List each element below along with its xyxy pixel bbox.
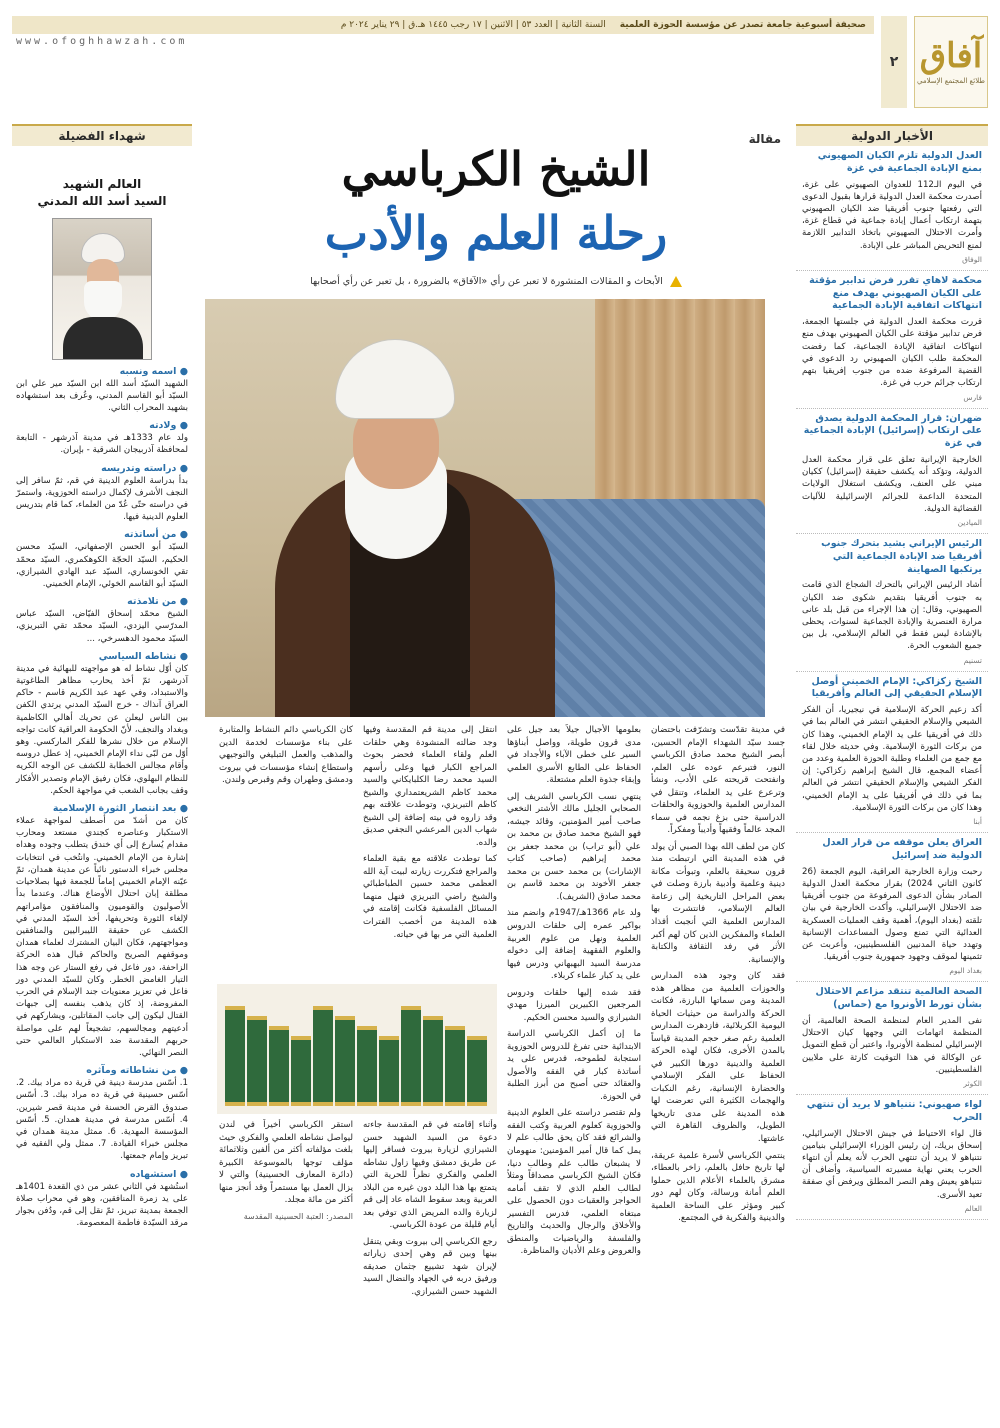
bio-text: استُشهد في الثاني عشر من ذي القعدة 1401هـ على يد زمرة المنافقين، وهو في محراب صلاة الجمعة بمدينة تبريز، ثمّ نقل إلى قم، ودُفن بجوار مرقد السيّدة فاطمة المعصومة.	[16, 1181, 188, 1229]
bio-heading: ● ولادته	[149, 420, 188, 432]
bio-heading: ● استشهاده	[129, 1168, 188, 1180]
bio-text: كان أوّل نشاط له هو مواجهته للبهائية في مدينة آذرشهر، ثمّ أخذ يحارب مظاهر الطاغوتية والاستبداد، وفي عهد عبد الكريم قاسم - حاكم العراق آنذاك - خرج السيّد المدني يرتدي الكفن بين الناس ليعلن عن تحريك أهالي الكاظمية وبغداد والنجف، لأنّ الحكومة العراقية كانت تواجه الإسلام من خلال نشرها للفكر الماركسي. وهو أوّل من لبّى نداء الإمام الخميني، إذ عطل دروسه وأقام مجالس الخطابة للكشف عن الوجه الكريه للنظام البهلوي، فكان رفيق الإمام وتصدير الأفكار وقف بجانب الشعب في مواجهة الحكم.	[16, 663, 188, 796]
martyrs-column	[12, 124, 192, 1420]
book-spine	[269, 1026, 289, 1106]
news-title[interactable]: الشيخ زكزاكي: الإمام الخميني أوصل الإسلام الحقيقي إلى العالم وأفريقيا	[811, 675, 982, 700]
news-body: أشاد الرئيس الإيراني بالتحرك الشجاع الذي قامت به جنوب أفريقيا بتقديم شكوى ضد الكيان الصهيوني، وقال: إن هذا الإجراء من قبل بلد عانى مرارة العنصرية والإبادة الجماعية لسنوات، يحظى بالإشادة ليس فقط في العالم الإسلامي، بل بين جميع الشعوب الحرة.	[802, 580, 982, 652]
news-body: رحبت وزارة الخارجية العراقية، اليوم الجمعة (26 كانون الثاني 2024) بقرار محكمة العدل الدولية الصادر بشأن الدعوى المرفوعة من جنوب أفريقيا ضد الاحتلال الإسرائيلي. وأكدت الخارجية في بيان تلقته (بغداد اليوم)، أهمية وقف العمليات العسكرية العدائية التي تمنع وصول المساعدات الإنسانية وتهدد حياة المدنيين الفلسطينيين، وأعربت عن تثمينها لموقف وجهود جمهورية جنوب أفريقيا.	[802, 866, 982, 963]
disclaimer	[203, 276, 789, 287]
book-spine	[247, 1016, 267, 1106]
news-title[interactable]: محكمة لاهاي تقرر فرض تدابير مؤقتة على الكيان الصهيوني بهدف منع انتهاكات اتفاقية الإبادة الجماعية	[809, 274, 982, 312]
book-spine	[291, 1036, 311, 1106]
book-spine	[445, 1026, 465, 1106]
bio-heading: ● اسمه ونسبه	[119, 365, 188, 377]
news-item[interactable]	[796, 672, 988, 833]
warning-icon	[670, 276, 682, 287]
news-source: الميادين	[957, 517, 982, 527]
news-source: تسنيم	[963, 655, 982, 665]
bio-text: ولد عام 1333هـ في مدينة آذرشهر - التابعة لمحافظة آذربيجان الشرقية - بإيران.	[16, 433, 189, 456]
headline-primary: الشيخ الكرباسي	[341, 142, 651, 196]
news-title[interactable]: العدل الدولية تلزم الكيان الصهيوني بمنع الإبادة الجماعية في غزة	[817, 150, 982, 174]
news-source: بغداد اليوم	[949, 966, 982, 976]
slogan-bar	[12, 16, 874, 34]
book-spine	[313, 1006, 333, 1106]
bio-text: بدأ بدراسة العلوم الدينية في قم، ثمّ سافر إلى النجف الأشرف لإكمال دراسته الحوزوية، واستمرّ في دراسته حتّى عُدّ من العلماء، كما قام بتدريس العلوم الدينية فيها.	[16, 475, 188, 523]
scholar-portrait	[52, 218, 152, 360]
article-paragraph: كان من لطف الله بهذا الصبي أن يولد في هذه المدينة التي ارتبطت منذ قرون سحيقة بالعلم، وتبوأت مكانة دينية وعلمية وأدبية بارزة وصلت في بعض المراحل التاريخية إلى زعامة العالم الإسلامي، فانتشرت بها المدارس العلمية التي أنجبت أفذاذ العلماء والمفكرين الذين كان لهم أكبر الأثر في رفد الثقافة والكتابة والإنسانية.	[651, 841, 785, 965]
article-body	[203, 724, 789, 1414]
article-column-2	[507, 724, 641, 1414]
logo-wordmark: آفاق	[919, 36, 983, 76]
bio-heading: ● بعد انتصار الثورة الإسلامية	[52, 803, 188, 815]
article-column-3	[363, 724, 497, 979]
article-paragraph: كان الكرباسي دائم النشاط والمثابرة على بناء مؤسسات لخدمة الدين والمذهب والعمل التبليغي والتوجيهي واستطاع إنشاء مؤسسات في بيروت ودمشق وطهران وقم وقبرص ولندن.	[219, 725, 353, 786]
news-title[interactable]: الرئيس الإيراني يشيد بتحرك جنوب أفريقيا ضد الإبادة الجماعية التي يرتكبها الصهاينة	[821, 537, 982, 575]
book-spine	[423, 1016, 443, 1106]
headline-secondary: رحلة العلم والأدب	[324, 206, 668, 260]
bio-text: الشهيد السيّد أسد الله ابن السيّد مير علي ابن السيّد أبو القاسم المدني، وعُرف بعد استشهاده بشهيد المحراب الثاني.	[16, 378, 188, 413]
article-paragraph: كما توطدت علاقته مع بقية العلماء والمراجع فتكررت زيارته لبيت آية الله العظمى محمد حسين الطباطبائي والشيخ راضي التبريزي فنهل منهما المسائل الفلسفية فكانت إقامته في هذه المدينة من أخصب الفترات العلمية التي مر بها في حياته.	[363, 854, 497, 940]
bio-heading: ● من نشاطاته ومآثره	[86, 1065, 188, 1077]
article-paragraph: رجع الكرباسي إلى بيروت وبقي يتنقل بينها وبين قم وهي إحدى زياراته لإيران شهد تشييع جثمان صديقه ورفيق دربه في الجهاد والنضال السيد الشهيد حسن الشيرازي.	[363, 1236, 497, 1297]
news-title[interactable]: ضهران: قرار المحكمة الدولية يصدق على ارتكاب (إسرائيل) الإبادة الجماعية في غزة	[803, 412, 982, 450]
news-body: أكد زعيم الحركة الإسلامية في نيجيريا، أن الفكر الشيعي والإسلام الحقيقي انتشر في العالم بما في ذلك في أفريقيا على يد الإمام الخميني، وهذا كان من بركات الثورة الإسلامية. وفي حديثه خلال لقاء مع جمع من العلماء وطلبة الحوزة العلمية وعدد من أعضاء المجمع، قال الشيخ إبراهيم زكزاكي: إن الفكر الشيعي والإسلام الحقيقي انتشر في العالم بما في ذلك في أفريقيا على يد الإمام الخميني، وهذا كان من بركات الثورة الإسلامية.	[802, 705, 982, 813]
book-spine	[379, 1036, 399, 1106]
bio-text: 1. أسّس مدرسة دينية في قرية ده مراد بيك. 2. أسّس حسينية في قرية ده مراد بيك. 3. أسّس صندوق القرض الحسنة في مدينة قصر شيرين. 4. أسّس مدرسة في مدينة همدان. 5. أسّس المؤسسة المهدية. 6. ممثل مدينة همدان في مجلس خبراء القيادة. 7. ممثل ولي الفقيه في تبريز وإمام جمعتها.	[16, 1078, 188, 1162]
international-news-header: الأخبار الدولية	[796, 124, 988, 146]
article-paragraph: ينتهي نسب الكرباسي الشريف إلى الصحابي الجليل مالك الأشتر النخعي صاحب أمير المؤمنين، وقائد جيشه، فهو الشيخ محمد صادق بن محمد بن علي (أبو تراب) بن محمد جعفر بن محمد إبراهيم (صاحب كتاب الإشارات) بن محمد حسن بن محمد جعفر الأخوند بن محمد قاسم بن محمد صادق (الشريف).	[507, 791, 641, 902]
newspaper-logo[interactable]	[914, 16, 988, 108]
scholar-title	[12, 176, 192, 210]
news-body: قال لواء الاحتياط في جيش الاحتلال الإسرائيلي، إسحاق بريك، إن رئيس الوزراء الإسرائيلي بنيامين نتنياهو لا يريد أن تنتهي الحرب لأنه يعلم أن انتهاء الحرب يعني نهاية مسيرته السياسية، وأضاف أن نتنياهو يعيش وهم النصر المطلق ويرفض أي صفقة تعيد الأسرى.	[802, 1128, 982, 1200]
masthead	[0, 0, 1000, 118]
article-source: المصدر: العتبة الحسينية المقدسة	[243, 1211, 353, 1221]
book-spine	[357, 1026, 377, 1106]
article-column-3-continued	[363, 1119, 497, 1414]
bio-text: السيّد أبو الحسن الإصفهاني، السيّد محسن الحكيم، السيّد الحجّة الكوهكمري، السيّد محمّد تقي الخونساري، السيّد عبد الهادي الشيرازي، السيّد أبو القاسم الخوئي، الإمام الخميني.	[16, 542, 188, 590]
news-source: الوفاق	[962, 254, 982, 264]
news-item[interactable]	[796, 982, 988, 1095]
article-paragraph: فقد كان وجود هذه المدارس والحوزات العلمية من مظاهر هذه المدينة ومن سماتها البارزة، فكانت الحركة والدراسة من حيثيات الحياة اليومية الكربلائية، فازدهرت المدارس العلمية رغم صغر حجم المدينة قياساً بالمدن الأخرى، فكان لهذه الحركة العلمية والدينية دورها الكبير في الحفاظ على الفكر الإسلامي والحضارة الإنسانية، رغم النكبات والهجمات الكثيرة التي تعرضت لها هذه المدينة على مدى تاريخها الطويل، والظروف القاهرة التي عاشتها.	[651, 971, 785, 1144]
article-paragraph: استقر الكرباسي أخيراً في لندن ليواصل نشاطه العلمي والفكري حيث بلغت مؤلفاته أكثر من ألفين وثلاثمائة مؤلف توجها بالموسوعة الكبيرة (دائرة المعارف الحسينية) والتي لا يزال العمل بها مستمراً وقد أنجز منها أكثر من مائة مجلد.	[219, 1120, 353, 1206]
scholar-label: العالم الشهيد	[62, 177, 142, 191]
news-source: العالم	[964, 1203, 982, 1213]
bio-heading: ● من تلامذته	[127, 596, 188, 608]
scholar-name: السيد أسد الله المدني	[37, 193, 167, 208]
disclaimer-text: الأبحاث و المقالات المنشورة لا تعبر عن رأي «الآفاق» بالضرورة ، بل تعبر عن رأي أصحابها	[310, 276, 663, 287]
article-column-1	[651, 724, 785, 1414]
article-photo	[205, 299, 765, 717]
bio-heading: ● من أساتذته	[124, 529, 188, 541]
news-body: قررت محكمة العدل الدولية في جلستها الجمعة، فرض تدابير مؤقتة على الكيان الصهيوني بهدف منع انتهاكات اتفاقية الإبادة الجماعية، كما رفضت المحكمة طلب الكيان الصهيوني رد الدعوى في القضية المرفوعة ضده من جنوب إفريقيا بتهم ارتكاب جرائم حرب في غزة.	[802, 317, 982, 389]
main-article	[203, 124, 789, 1420]
article-paragraph: بعلومها الأجيال جيلاً بعد جيل على مدى قرون طويلة، وواصل أبناؤها السير على خطى الآباء والأجداد في الحفاظ على الطابع الأسري العلمي وإبقاء جذوة العلم مشتعلة.	[507, 725, 641, 786]
article-paragraph: ما إن أكمل الكرباسي الدراسة الابتدائية حتى تفرغ للدروس الحوزوية استجابة لطموحه، فدرس على يد أساتذة كبار في الفقه والأصول والعقائد حتى أصبح من أبرز الطلبة في الحوزة.	[507, 1029, 641, 1102]
issue-info: السنة الثانية | العدد ٥٣ | الاثنين | ١٧ رجب ١٤٤٥ هـ.ق | ٢٩ يناير ٢٠٢٤ م	[340, 20, 606, 30]
biography	[12, 366, 192, 1230]
news-source: الكوثر	[963, 1078, 982, 1088]
news-item[interactable]	[796, 1095, 988, 1220]
news-list	[796, 146, 988, 1220]
article-paragraph: وأثناء إقامته في قم المقدسة جاءته دعوة من السيد الشهيد حسن الشيرازي لزيارة بيروت فسافر إليها عن طريق دمشق وفيها زاول نشاطه العلمي والفكري نظراً للحرية التي يتمتع بها هذا البلد دون غيره من البلاد العربية وبعد سقوط الشاه عاد إلى قم لزيارة والده المريض الذي توفي بعد أيام قليلة من عودة الكرباسي.	[363, 1120, 497, 1231]
article-column-4	[219, 724, 353, 979]
news-source: أبنا	[973, 817, 982, 827]
article-column-4-continued	[219, 1119, 353, 1414]
article-paragraph: في مدينة تقدّست وتشرّفت باحتضان جسد سيّد الشهداء الإمام الحسين، أبصر الشيخ محمد صادق الكرباسي النور، فتبرعم عوده على العلم، وانفتحت قريحته على الأدب، ونشأ وترعرع على يد العلماء، وتنقل في المدارس العلمية والحوزوية والحلقات الدراسية حتى بزغ نجمه في سماء المجد عالماً وفقيهاً وأديباً ومفكراً.	[651, 725, 785, 836]
bio-heading: ● نشاطه السياسي	[98, 650, 188, 662]
book-spine	[401, 1006, 421, 1106]
book-spine	[335, 1016, 355, 1106]
news-body: في اليوم الـ112 للعدوان الصهيوني على غزة، أصدرت محكمة العدل الدولية قرارها بقبول الدعوى التي رفعتها جنوب أفريقيا ضد الكيان الصهيوني بتهمة ارتكاب أعمال إبادة جماعية في قطاع غزة، وأمرت الاحتلال الصهيوني باتخاذ التدابير اللازمة لمنع التحريض المباشر على الإبادة.	[802, 179, 982, 251]
news-title[interactable]: لواء صهيوني: نتنياهو لا يريد أن تنتهي الحرب	[806, 1098, 982, 1123]
news-item[interactable]	[796, 271, 988, 409]
news-source: فارس	[963, 392, 982, 402]
bio-heading: ● دراسته وتدريسه	[101, 462, 188, 474]
news-item[interactable]	[796, 833, 988, 982]
book-spine	[467, 1036, 487, 1106]
article-paragraph: ولم تقتصر دراسته على العلوم الدينية والحوزوية كعلوم العربية وكتب الفقه والشرائع فقد كان يحق طالب علم لا يمل كما قال أمير المؤمنين: منهومان لا يشبعان طالب علم وطالب دنيا، فكان الشيخ الكرباسي مصداقاً ومثلاً لطالب العلم الذي لا تقف أمامه الحواجز والعقبات دون الحصول على مبتغاه العلمي، فدرس التفسير والأخلاق والرجال والحديث والتاريخ والفلسفة والرياضيات والمنطق والعروض وعلم الأديان والمناظرة.	[507, 1108, 641, 1257]
website-url[interactable]: www.ofoghhawzah.com	[16, 36, 188, 47]
article-paragraph: فقد شده إليها حلقات ودروس المرجعين الكبيرين الميرزا مهدي الشيرازي والسيد محسن الحكيم.	[507, 987, 641, 1023]
article-paragraph: ولد عام 1366هـ/1947م وانضم منذ بواكير عمره إلى حلقات الدروس العلمية ونهل من علوم العربية والعلوم الفقهية إضافة إلى دخوله مدرسة السيد البهبهاني ودرس فيها على يد كبار علماء كربلاء.	[507, 908, 641, 982]
logo-tagline: طلائع المجتمع الإسلامي	[917, 77, 985, 85]
book-collection-image	[217, 984, 497, 1114]
article-paragraph: ينتمي الكرباسي لأسرة علمية عريقة، لها تاريخ حافل بالعلم، زاخر بالعطاء، مشرق بالعلماء الأعلام الذين حملوا العلم أمانة ورسالة، وكان لهم دور كبير ومؤثر على الساحة العلمية والدينية والفكرية في المجتمع.	[651, 1150, 785, 1224]
article-paragraph: انتقل إلى مدينة قم المقدسة وفيها وجد ضالته المنشودة وهي حلقات العلم ولقاء العلماء فحضر بحوث المراجع الكبار فيها وعلى رأسهم السيد محمد رضا الكلبايكاني والسيد محمد كاظم الشريعتمداري والشيخ كاظم التبريزي، وتوطدت علاقته بهم وقد زاروه في بيته إضافة إلى الشيخ شهاب الدين المرعشي النجفي صديق والده.	[363, 725, 497, 848]
book-spine	[225, 1006, 245, 1106]
bio-text: كان من أشدّ من أصطف لمواجهة عملاء الاستكبار وعناصره كجندي مستعد ومحارب مقدام يُسارع إلى أي خندق يتطلب وجوده وهداه إشارة من الإمام الخميني. وانتُخب في انتخابات مجلس خبراء الدستور نائباً عن مدينة همدان، ثمّ عيّنه الإمام الخميني إماماً للجمعة فيها بصلاحيات مطلقة إبان احتلال الأوضاع هناك. وعندما بدأ الأصوليون والقوميون والمنافقون مؤامراتهم لإلغاء الثورة وتحريفها، أخذ السيّد المدني في الكشف عن حقيقة الليبراليين والمنافقين ومواجهتهم، فكان البيان المشترك لعلماء همدان وموقفهم الصريح والحاكم قبال هذه الحركة الزاحفة، دور فاعل في رفع الستار عن وجه هذا التيار الغامض الخطر. وكان للسيّد المدني دور فاعل في تعزيز معنويات جند الإسلام في الحرب المفروضة، إذ كان يذهب بنفسه إلى جبهات القتال ليكون إلى جانب المقاتلين، ويشاركهم في أدعيتهم ومجالسهم، تشجيعاً لهم على مواصلة حربهم المقدسة ضد الاستكبار العالمي حتى النصر النهائي.	[16, 816, 188, 1058]
international-news-column	[796, 124, 988, 1420]
news-title[interactable]: العراق يعلن موقفه من قرار العدل الدولية ضد إسرائيل	[822, 837, 982, 861]
news-item[interactable]	[796, 146, 988, 271]
news-body: الخارجية الإيرانية تعلق على قرار محكمة العدل الدولية، وتؤكد أنه يكشف حقيقة (إسرائيل) ككيان مبني على العنف، ويكشف استغلال الولايات المتحدة الداعمة للجرائم الإسرائيلية للآليات القضائية الدولية.	[802, 454, 982, 514]
news-title[interactable]: الصحة العالمية تنتقد مزاعم الاحتلال بشأن تورط الأونروا مع (حماس)	[815, 986, 982, 1011]
bio-text: الشيخ محمّد إسحاق الفيّاض، السيّد عباس المدرّسي اليزدي، السيّد محمّد تقي التبريزي، السيّد محمود الدهسرخي، ...	[16, 609, 188, 644]
article-category-label: مقالة	[748, 132, 781, 146]
martyrs-section-header: شهداء الفضيلة	[12, 124, 192, 146]
news-body: نفى المدير العام لمنظمة الصحة العالمية، أن المنظمة اتهامات التي وجهها كيان الاحتلال الإسرائيلي لمنظمة الأونروا، واعتبر أن قطع التمويل عن الوكالة في هذا التوقيت كارثة على ملايين الفلسطينيين.	[802, 1015, 982, 1075]
news-item[interactable]	[796, 534, 988, 672]
news-item[interactable]	[796, 409, 988, 534]
page-number: ٢	[881, 16, 907, 108]
slogan-text: صحيفة أسبوعية جامعة تصدر عن مؤسسة الحوزة العلمية	[619, 20, 866, 30]
